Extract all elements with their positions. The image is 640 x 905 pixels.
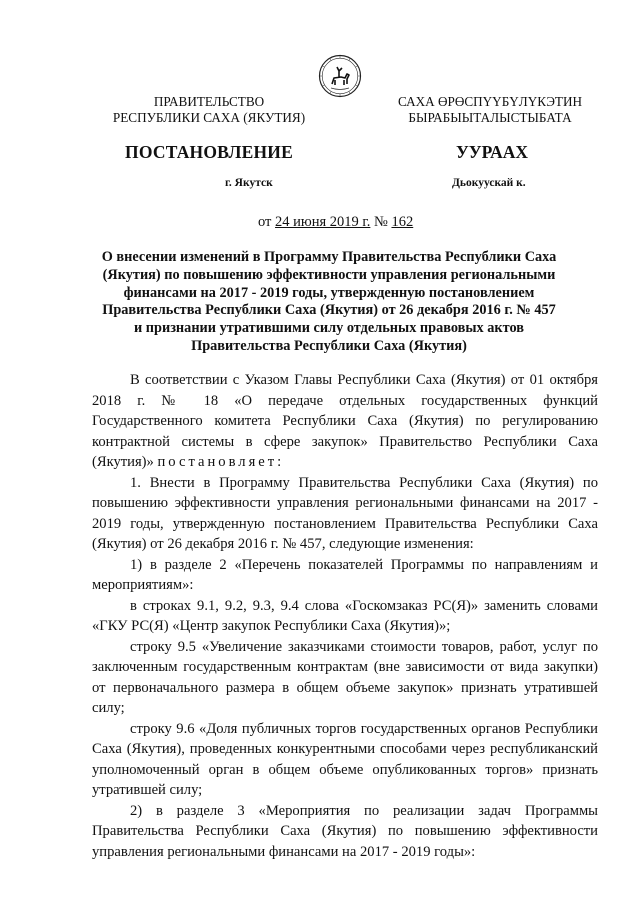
- doc-type-russian: ПОСТАНОВЛЕНИЕ: [125, 142, 293, 162]
- header-right-line-2: БЫРАБЫЫТАЛЫСТЫБАТА: [408, 110, 572, 125]
- body-paragraph: 1) в разделе 2 «Перечень показателей Программы по направлениям и мероприятиям»:: [92, 556, 598, 593]
- title-line: и признании утратившими силу отдельных правовых актов: [133, 320, 525, 337]
- city-russian: г. Якутск: [225, 177, 273, 189]
- body-paragraph: в строках 9.1, 9.2, 9.3, 9.4 слова «Госкомзаказ РС(Я)» заменить словами «ГКУ РС(Я) «Центр закупок Республики Саха (Якутия)»;: [92, 597, 598, 634]
- body-paragraph: 1. Внести в Программу Правительства Республики Саха (Якутия) по повышению эффективности управления региональными финансами на 2017 - 2019 годы, утвержденную постановлением Правительства Республики Саха (Якутия) от 26 декабря 2016 г. № 457, следующие изменения:: [92, 474, 598, 552]
- body-paragraph: строку 9.5 «Увеличение заказчиками стоимости товаров, работ, услуг по заключенным государственным контрактам (вне зависимости от вида закупки) от первоначального размера в общем объеме закупок» признать утратившей силу;: [92, 638, 598, 716]
- title-line: финансами на 2017 - 2019 годы, утвержденную постановлением: [123, 284, 535, 301]
- title-line: Правительства Республики Саха (Якутия) от 26 декабря 2016 г. № 457: [102, 302, 556, 319]
- title-line: О внесении изменений в Программу Правительства Республики Саха: [101, 249, 557, 265]
- header-right-line-1: САХА ӨРӨСПҮҮБҮЛҮКЭТИН: [397, 94, 583, 109]
- body-paragraph: 2) в разделе 3 «Мероприятия по реализации задач Программы Правительства Республики Саха (Якутия) по повышению эффективности управления региональными финансами на 2017 - 2019 годы»:: [92, 802, 598, 860]
- body-paragraph: [92, 370, 598, 473]
- document-number: 162: [391, 214, 414, 230]
- coat-of-arms-icon: [318, 54, 362, 98]
- title-line: (Якутия) по повышению эффективности управления региональными: [102, 266, 556, 283]
- title-line: Правительства Республики Саха (Якутия): [191, 337, 467, 354]
- date-prefix: от: [258, 214, 276, 230]
- document-title: [86, 249, 572, 356]
- document-body: [92, 370, 598, 862]
- city-sakha: Дьокуускай к.: [452, 177, 526, 189]
- body-paragraph: строку 9.6 «Доля публичных торгов государственных органов Республики Саха (Якутия), проведенных конкурентными способами через республиканский уполномоченный орган в общем объеме опубликованных торгов» признать утратившей силу;: [92, 720, 598, 798]
- document-dateline: [258, 214, 413, 231]
- preamble-text: В соответствии с Указом Главы Республики Саха (Якутия) от 01 октября 2018 г. № 18 «О передаче отдельных государственных функций Государственного комитета Республики Саха (Якутия) по регулированию контрактной системы в сфере закупок» Правительство Республики Саха (Якутия)»: [92, 372, 598, 470]
- header-left-line-1: ПРАВИТЕЛЬСТВО: [153, 94, 265, 109]
- decree-word: постановляет:: [157, 454, 285, 470]
- government-name-sakha: [384, 94, 596, 126]
- doc-type-sakha: УУРААХ: [455, 142, 529, 162]
- number-label: №: [370, 214, 392, 230]
- government-name-russian: [101, 94, 317, 126]
- header-left-line-2: РЕСПУБЛИКИ САХА (ЯКУТИЯ): [112, 110, 306, 125]
- document-date: 24 июня 2019 г.: [275, 214, 371, 230]
